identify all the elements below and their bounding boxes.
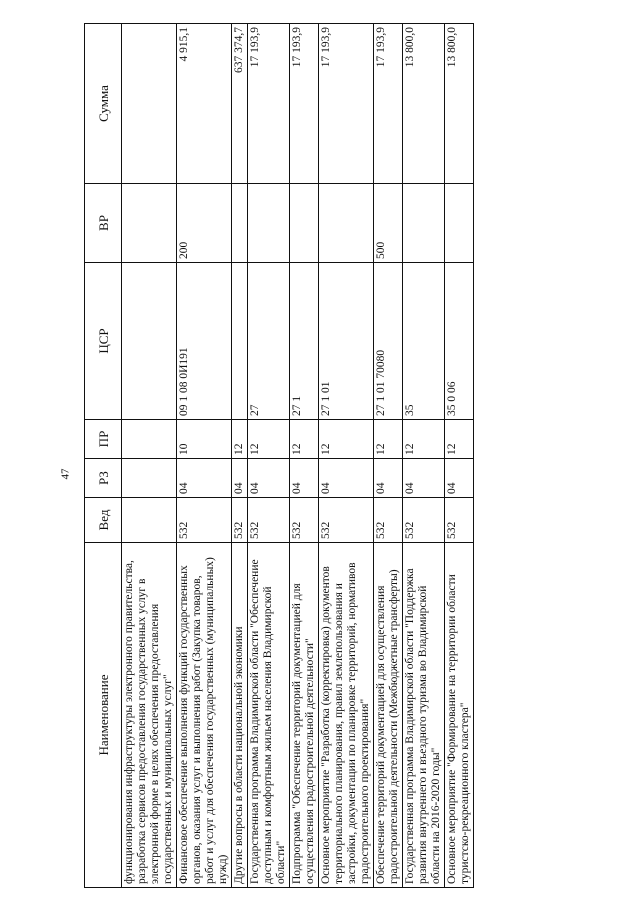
row-vr	[122, 184, 177, 263]
row-rz: 04	[403, 459, 445, 498]
row-csr: 27 1 01	[319, 263, 374, 420]
row-vr	[445, 184, 474, 263]
row-pr: 12	[232, 420, 248, 459]
row-name: Основное мероприятие "Формирование на территории области туристско-рекреационного кластера"	[445, 543, 474, 888]
row-ved: 532	[177, 498, 232, 543]
header-row	[85, 24, 122, 888]
table-row	[290, 24, 319, 888]
row-pr: 12	[445, 420, 474, 459]
table-row	[248, 24, 290, 888]
row-rz	[122, 459, 177, 498]
row-rz: 04	[177, 459, 232, 498]
row-rz: 04	[374, 459, 403, 498]
row-sum: 637 374,7	[232, 24, 248, 184]
row-vr	[319, 184, 374, 263]
row-ved	[122, 498, 177, 543]
row-pr: 12	[319, 420, 374, 459]
header-pr: ПР	[85, 420, 122, 459]
header-name: Наименование	[85, 543, 122, 888]
row-name: Обеспечение территорий документацией для осуществления градостроительной деятельности (Межбюджетные трансферты)	[374, 543, 403, 888]
table-row	[319, 24, 374, 888]
row-sum: 17 193,9	[290, 24, 319, 184]
page-number: 47	[59, 468, 72, 480]
row-name: Государственная программа Владимирской области "Обеспечение доступным и комфортным жильем населения Владимирской области"	[248, 543, 290, 888]
row-pr: 12	[374, 420, 403, 459]
row-ved: 532	[403, 498, 445, 543]
row-rz: 04	[248, 459, 290, 498]
row-pr: 12	[248, 420, 290, 459]
row-vr: 500	[374, 184, 403, 263]
row-csr	[122, 263, 177, 420]
row-rz: 04	[319, 459, 374, 498]
budget-table	[84, 23, 474, 888]
row-pr	[122, 420, 177, 459]
row-rz: 04	[445, 459, 474, 498]
row-sum: 13 800,0	[403, 24, 445, 184]
table-row	[445, 24, 474, 888]
row-sum: 4 915,1	[177, 24, 232, 184]
table-row	[232, 24, 248, 888]
header-csr: ЦСР	[85, 263, 122, 420]
header-sum: Сумма	[85, 24, 122, 184]
row-csr: 35 0 06	[445, 263, 474, 420]
header-ved: Вед	[85, 498, 122, 543]
row-ved: 532	[374, 498, 403, 543]
row-sum: 17 193,9	[374, 24, 403, 184]
table-row	[122, 24, 177, 888]
row-csr: 09 1 08 0И191	[177, 263, 232, 420]
row-name: Государственная программа Владимирской области "Поддержка развития внутреннего и въездного туризма во Владимирской области на 2016-2020 годы"	[403, 543, 445, 888]
row-ved: 532	[319, 498, 374, 543]
row-name: Другие вопросы в области национальной экономики	[232, 543, 248, 888]
table-row	[403, 24, 445, 888]
row-pr: 12	[403, 420, 445, 459]
row-csr: 27 1	[290, 263, 319, 420]
row-name: Подпрограмма "Обеспечение территорий документацией для осуществления градостроительной деятельности"	[290, 543, 319, 888]
row-vr	[403, 184, 445, 263]
row-sum: 17 193,9	[248, 24, 290, 184]
row-ved: 532	[232, 498, 248, 543]
row-ved: 532	[290, 498, 319, 543]
table-row	[374, 24, 403, 888]
row-vr	[290, 184, 319, 263]
row-vr: 200	[177, 184, 232, 263]
row-csr: 27	[248, 263, 290, 420]
row-ved: 532	[248, 498, 290, 543]
row-csr	[232, 263, 248, 420]
row-pr: 12	[290, 420, 319, 459]
header-vr: ВР	[85, 184, 122, 263]
row-vr	[248, 184, 290, 263]
row-csr: 27 1 01 70080	[374, 263, 403, 420]
row-vr	[232, 184, 248, 263]
row-name: Финансовое обеспечение выполнения функций государственных органов, оказания услуг и выполнения работ (Закупка товаров, работ и услуг для обеспечения государственных (муниципальных) нужд)	[177, 543, 232, 888]
row-sum: 13 800,0	[445, 24, 474, 184]
row-name: Основное мероприятие "Разработка (корректировка) документов территориального планирования, правил землепользования и застройки, документации по планировке территорий, нормативов градостроительного проектирования"	[319, 543, 374, 888]
table-row	[177, 24, 232, 888]
row-pr: 10	[177, 420, 232, 459]
row-ved: 532	[445, 498, 474, 543]
row-csr: 35	[403, 263, 445, 420]
row-name: функционирования инфраструктуры электронного правительства, разработка сервисов предоставления государственных услуг в электронной форме в целях обеспечения предоставления государственных и муниципальных услуг"	[122, 543, 177, 888]
row-sum	[122, 24, 177, 184]
row-rz: 04	[290, 459, 319, 498]
row-rz: 04	[232, 459, 248, 498]
row-sum: 17 193,9	[319, 24, 374, 184]
header-rz: РЗ	[85, 459, 122, 498]
rotated-table-container	[84, 27, 609, 888]
